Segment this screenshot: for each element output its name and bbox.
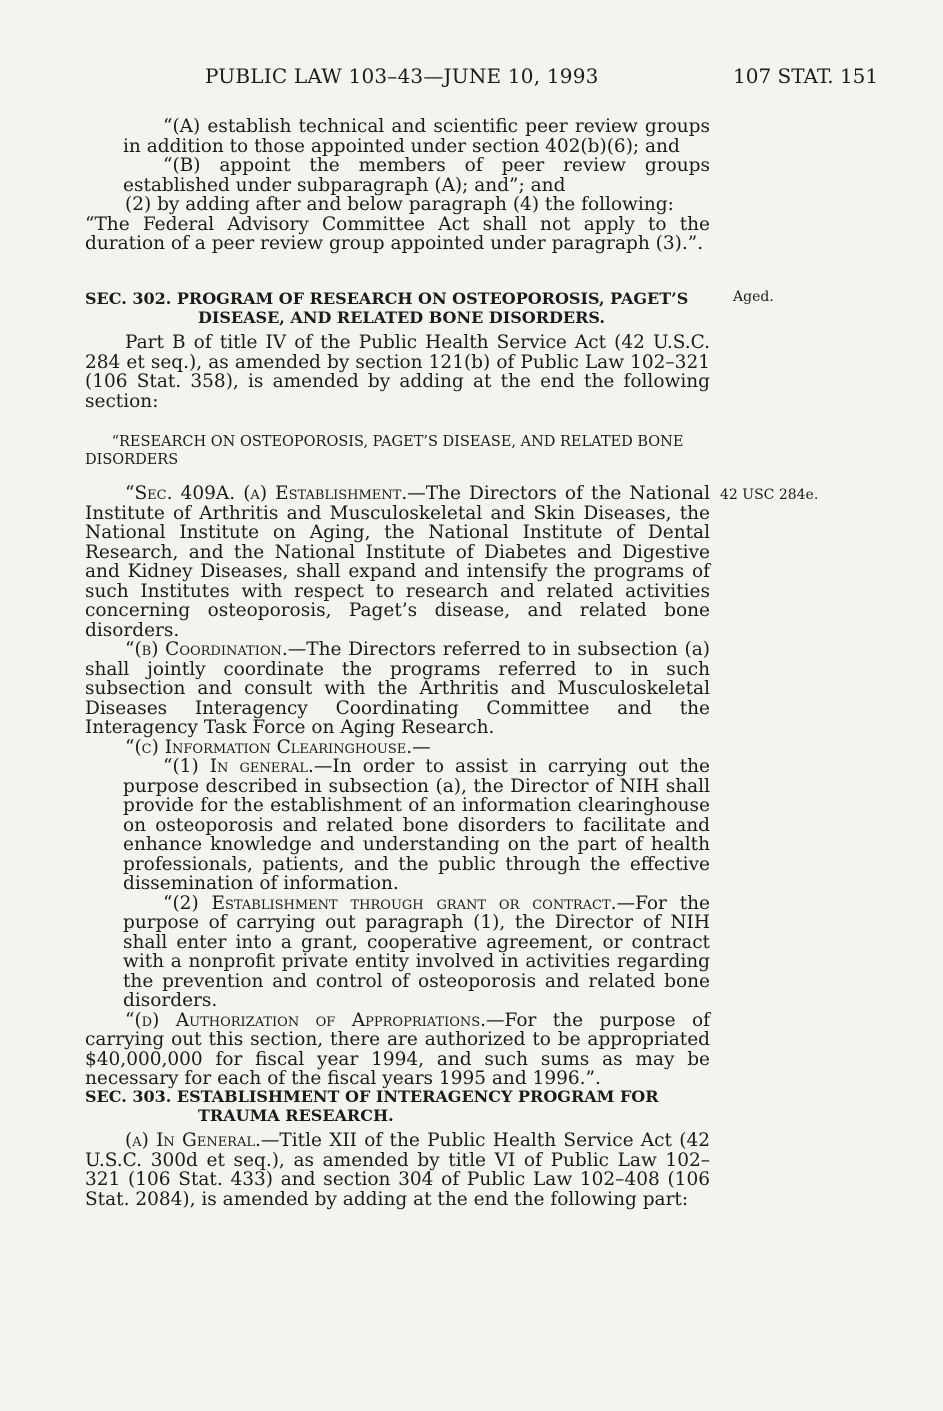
sec-303-heading: SEC. 303. ESTABLISHMENT OF INTERAGENCY PROGRAM FOR TRAUMA RESEARCH. — [85, 1087, 659, 1125]
sec-303-subsection-a-text: —Title XII of the Public Health Service Act (42 U.S.C. 300d et seq.), as amended by title VI of Public Law 102–321 (106 Stat. 433) and section 304 of Public Law 102–408 (106 Stat. 2084), is amended by adding at the end the following part: — [85, 1130, 710, 1210]
sec-302-subheading-block — [85, 433, 710, 469]
margin-note-usc: 42 USC 284e. — [720, 487, 819, 503]
subsection-a-text: —The Directors of the National Institute of Arthritis and Musculoskeletal and Skin Diseases, the National Institute on Aging, the National Institute of Dental Research, and the National Institute of Diabetes and Digestive and Kidney Diseases, shall expand and intensify the programs of such Institutes with respect to research and related activities concerning osteoporosis, Paget’s disease, and related bone disorders. — [85, 483, 711, 641]
sec-302-intro: Part B of title IV of the Public Health Service Act (42 U.S.C. 284 et seq.), as amended by section 121(b) of Public Law 102–321 (106 Stat. 358), is amended by adding at the end the following section: — [85, 332, 710, 412]
sec-303-heading-block — [85, 1087, 710, 1125]
stat-page-number: 107 STAT. 151 — [733, 64, 879, 88]
running-header-title: PUBLIC LAW 103–43—JUNE 10, 1993 — [205, 64, 599, 88]
sec-303-subsection-a-heading: (a) In General. — [125, 1130, 261, 1151]
clause-b — [85, 156, 710, 195]
paragraph-c2-text: —For the purpose of carrying out paragraph (1), the Director of NIH shall enter into a grant, cooperative agreement, or contract with a nonprofit private entity involved in activities regarding the prevention and control of osteoporosis and related bone disorders. — [123, 892, 711, 1011]
clause-b-text: “(B) appoint the members of peer review groups established under subparagraph (A); and”; and — [123, 155, 710, 196]
sec-409a-body — [85, 484, 710, 1089]
subsection-a — [85, 484, 710, 640]
paragraph-2: (2) by adding after and below paragraph (4) the following: — [125, 194, 674, 215]
paragraph-c1-text: —In order to assist in carrying out the purpose described in subsection (a), the Director of NIH shall provide for the establishment of an information clearinghouse on osteoporosis and related bone disorders to facilitate and enhance knowledge and understanding on the part of health professionals, patients, and the public through the effective dissemination of information. — [123, 756, 710, 894]
paragraph-c2 — [85, 894, 710, 1011]
subsection-d-text: —For the purpose of carrying out this section, there are authorized to be appropriated $40,000,000 for fiscal year 1994, and such sums as may be necessary for each of the fiscal years 1995 and 1996.”. — [85, 1009, 710, 1089]
subsection-c-heading: “(c) Information Clearinghouse. — [125, 736, 413, 758]
subsection-b — [85, 640, 710, 738]
subsection-b-heading: “(b) Coordination. — [125, 639, 288, 660]
paragraph-c1-heading: “(1) In general. — [163, 756, 314, 777]
paragraph-c1 — [85, 757, 710, 894]
sec-302-heading-block — [85, 289, 710, 327]
quoted-provision: “The Federal Advisory Committee Act shall not apply to the duration of a peer review group appointed under paragraph (3).”. — [85, 213, 710, 254]
subsection-c — [85, 738, 710, 758]
paragraph-c2-heading: “(2) Establishment through grant or contract. — [163, 892, 617, 914]
sec-302-subheading: “RESEARCH ON OSTEOPOROSIS, PAGET’S DISEASE, AND RELATED BONE DISORDERS — [85, 434, 684, 468]
sec-302-intro-block — [85, 333, 710, 411]
subsection-b-text: —The Directors referred to in subsection (a) shall jointly coordinate the programs referred to in such subsection and consult with the Arthritis and Musculoskeletal Diseases Interagency Coordinating Committee and the Interagency Task Force on Aging Research. — [85, 639, 710, 738]
subsection-d-heading: “(d) Authorization of Appropriations. — [125, 1009, 487, 1031]
subsection-d — [85, 1011, 710, 1089]
sec-303-subsection-a — [85, 1131, 710, 1209]
clause-a — [85, 117, 710, 156]
clause-a-text: “(A) establish technical and scientific peer review groups in addition to those appointed under section 402(b)(6); and — [123, 116, 710, 157]
margin-note-aged: Aged. — [733, 289, 774, 305]
top-continuation — [85, 117, 710, 254]
sec-302-heading: SEC. 302. PROGRAM OF RESEARCH ON OSTEOPOROSIS, PAGET’S DISEASE, AND RELATED BONE DISORDERS. — [85, 289, 689, 327]
subsection-a-heading: “Sec. 409A. (a) Establishment. — [125, 483, 408, 504]
sec-303-body — [85, 1131, 710, 1209]
subsection-c-dash: — — [412, 736, 431, 758]
